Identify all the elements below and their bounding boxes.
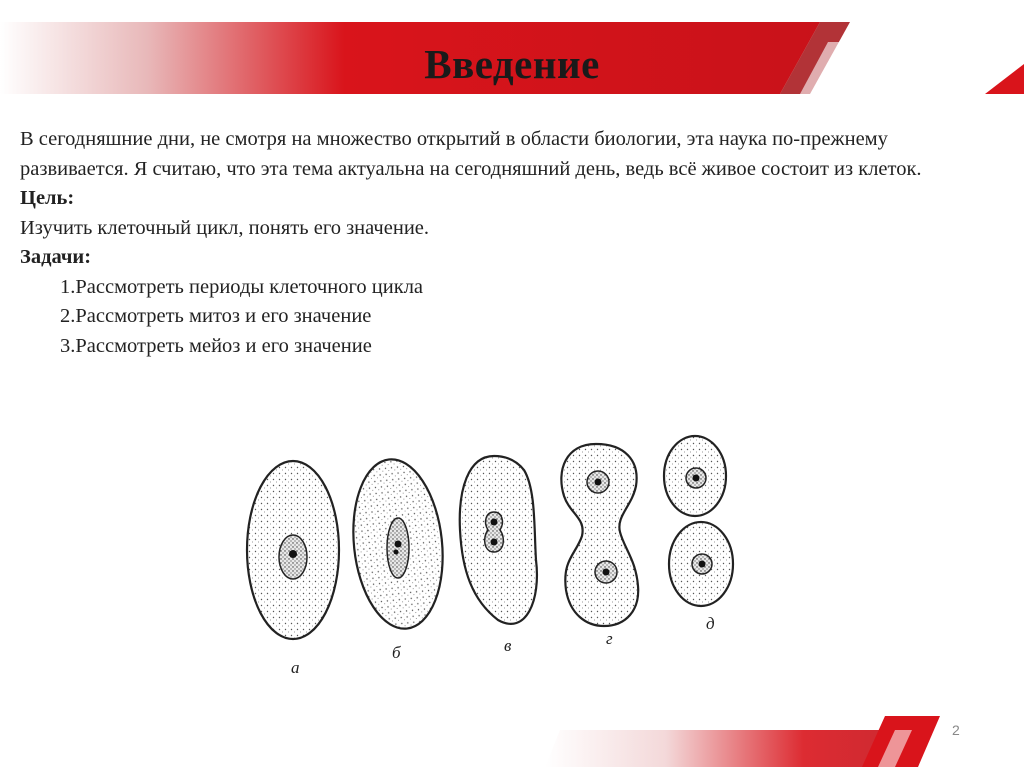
page-number: 2	[952, 722, 960, 738]
page-title: Введение	[424, 41, 600, 87]
figure-label-b: б	[392, 643, 401, 662]
figure-label-d: д	[706, 614, 715, 633]
footer-band	[0, 708, 1024, 767]
figure-label-v: в	[504, 636, 512, 655]
list-item: 3.Рассмотреть мейоз и его значение	[60, 334, 372, 357]
cell-d	[664, 436, 733, 606]
goal-text: Изучить клеточный цикл, понять его значение.	[20, 216, 430, 239]
figure-label-a: а	[291, 658, 300, 677]
goal-heading: Цель:	[20, 187, 75, 209]
cell-v	[460, 456, 537, 624]
intro-paragraph: В сегодняшние дни, не смотря на множество открытий в области биологии, эта наука по-прежнему развивается. Я считаю, что эта тема актуальна на сегодняшний день, ведь всё живое состоит из клеток.	[20, 128, 922, 180]
cell-a	[247, 461, 339, 639]
tasks-heading: Задачи:	[20, 246, 92, 268]
list-item: 1.Рассмотреть периоды клеточного цикла	[60, 275, 424, 298]
list-item: 2.Рассмотреть митоз и его значение	[60, 305, 372, 327]
task-list	[20, 273, 1000, 362]
figure-label-g: г	[606, 629, 613, 648]
cell-g	[561, 444, 638, 626]
cell-b	[345, 455, 450, 633]
slide-content	[20, 125, 1000, 361]
cell-division-illustration	[236, 430, 756, 690]
